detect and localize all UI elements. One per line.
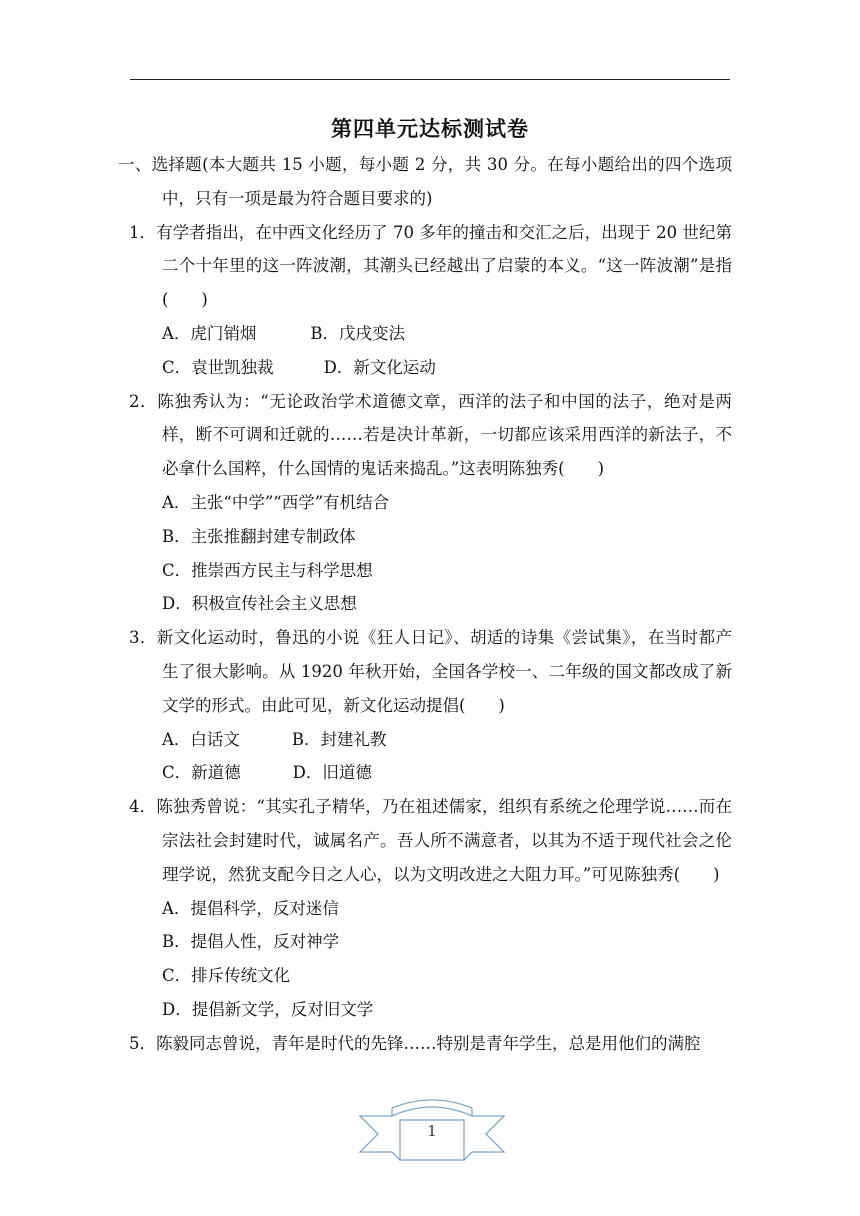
question-4-option-b: B．提倡人性，反对神学 — [162, 932, 340, 952]
question-1-options-row-2 — [118, 351, 732, 385]
question-1-option-a: A．虎门销烟 — [162, 323, 257, 343]
page-footer — [352, 1098, 512, 1164]
question-1-stem: 1．有学者指出，在中西文化经历了 70 多年的撞击和交汇之后，出现于 20 世纪第二个十年里的这一阵波潮，其潮头已经越出了启蒙的本义。“这一阵波潮”是指( ) — [129, 222, 732, 310]
question-3-options-row-2 — [118, 756, 732, 790]
question-2-option-b: B．主张推翻封建专制政体 — [162, 526, 356, 546]
question-2-option-a: A．主张“中学”“西学”有机结合 — [162, 492, 390, 512]
question-4-stem: 4．陈独秀曾说：“其实孔子精华，乃在祖述儒家，组织有系统之伦理学说……而在宗法社会封建时代，诚属名产。吾人所不满意者，以其为不适于现代社会之伦理学说，然犹支配今日之人心，以为文明改进之大阻力耳。”可见陈独秀( ) — [129, 797, 732, 884]
question-3-option-b: B．封建礼教 — [291, 729, 387, 749]
question-1-option-d: D．新文化运动 — [323, 357, 436, 377]
question-1-option-b: B．戊戌变法 — [310, 323, 406, 343]
question-4-option-d: D．提倡新文学，反对旧文学 — [162, 999, 374, 1019]
question-3-option-a: A．白话文 — [162, 729, 240, 749]
question-3-option-c: C．新道德 — [162, 763, 241, 783]
document-body — [118, 148, 732, 1061]
header-rule — [130, 79, 730, 80]
question-4-option-c: C．排斥传统文化 — [162, 966, 291, 986]
question-5-stem: 5．陈毅同志曾说，青年是时代的先锋……特别是青年学生，总是用他们的满腔 — [129, 1033, 701, 1053]
page-title: 第四单元达标测试卷 — [331, 117, 529, 141]
question-3-option-d: D．旧道德 — [292, 763, 372, 783]
question-2-option-c: C．推崇西方民主与科学思想 — [162, 560, 373, 580]
section-heading: 一、选择题(本大题共 15 小题，每小题 2 分，共 30 分。在每小题给出的四个选项中，只有一项是最为符合题目要求的) — [118, 155, 732, 208]
question-1-options-row-1 — [118, 317, 732, 351]
question-4-option-a: A．提倡科学，反对迷信 — [162, 898, 339, 918]
page-number: 1 — [427, 1122, 437, 1140]
question-3-stem: 3．新文化运动时，鲁迅的小说《狂人日记》、胡适的诗集《尝试集》，在当时都产生了很大影响。从 1920 年秋开始，全国各学校一、二年级的国文都改成了新文学的形式。由此可见，新文化运动提倡( ) — [129, 628, 732, 715]
question-2-stem: 2．陈独秀认为：“无论政治学术道德文章，西洋的法子和中国的法子，绝对是两样，断不可调和迁就的……若是决计革新，一切都应该采用西洋的新法子，不必拿什么国粹，什么国情的鬼话来捣乱。”这表明陈独秀( ) — [129, 391, 732, 479]
question-3-options-row-1 — [118, 723, 732, 757]
question-1-option-c: C．袁世凯独裁 — [162, 357, 274, 377]
question-2-option-d: D．积极宣传社会主义思想 — [162, 594, 357, 614]
